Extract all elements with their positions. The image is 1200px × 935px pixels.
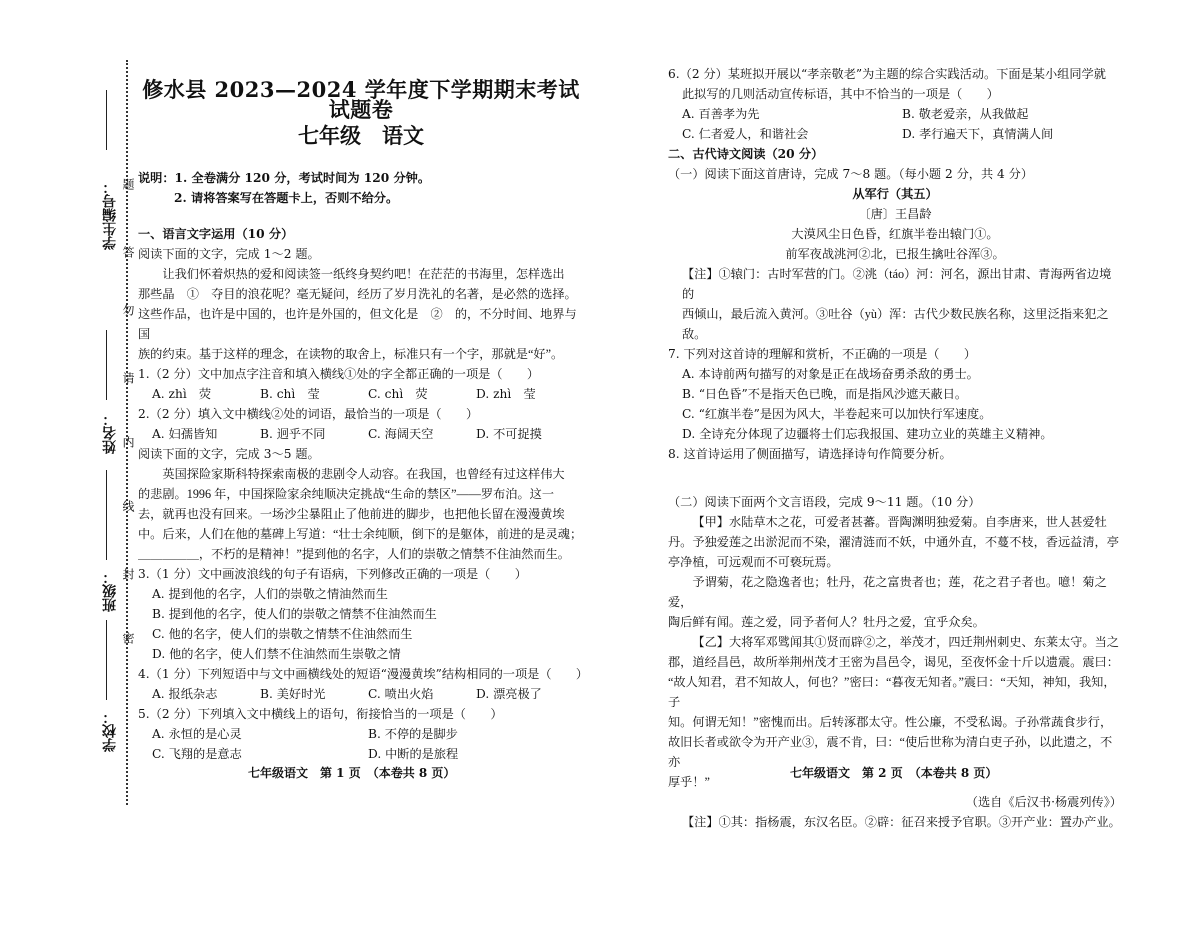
question-6: 6.（2 分）某班拟开展以“孝亲敬老”为主题的综合实践活动。下面是某小组同学就 [668,67,1106,81]
instruction-1: 说明：1. 全卷满分 120 分，考试时间为 120 分钟。 [138,171,431,185]
option: B. 美好时光 [260,687,326,701]
option: A. 报纸杂志 [152,687,218,701]
passage-line: 郡，道经昌邑，故所举荆州茂才王密为昌邑令，谒见，至夜怀金十斤以遗震。震曰： [668,655,1119,669]
underline [106,620,107,700]
poem-line: 大漠风尘日色昏，红旗半卷出辕门①。 [791,227,999,241]
poem-line: 前军夜战洮河②北，已报生擒吐谷浑③。 [785,247,1005,261]
student-id-label: 学生编号： [102,180,118,250]
source-citation: （选自《后汉书·杨震列传》） [965,795,1122,809]
option: D. 他的名字，使人们禁不住油然而生崇敬之情 [152,647,401,661]
passage-line: 去，就再也没有回来。一场沙尘暴阻止了他前进的脚步，也把他长留在漫漫黄埃 [138,507,565,521]
q5-options [138,724,584,764]
option: A. 本诗前两句描写的对象是正在战场奋勇杀敌的勇士。 [682,367,979,381]
seal-char: 答 [121,246,135,259]
option: C. 仁者爱人，和谐社会 [682,127,809,141]
exam-subtitle: 七年级 语文 [298,123,424,148]
section-heading: 二、古代诗文阅读（20 分） [668,147,824,161]
option: C. “红旗半卷”是因为风大，半卷起来可以加快行军速度。 [682,407,992,421]
fold-line [126,60,128,805]
passage-line: 知。何谓无知！”密愧而出。后转涿郡太守。性公廉，不受私谒。子孙常蔬食步行， [668,715,1113,729]
sub-section-heading: （二）阅读下面两个文言语段，完成 9～11 题。（10 分） [668,495,981,509]
page-footer: 七年级语文 第 2 页 （本卷共 8 页） [790,766,998,780]
annotation: 【注】①辕门：古时军营的门。②洮（táo）河：河名，源出甘肃、青海两省边境的 [682,267,1112,301]
q4-options [138,684,584,704]
q3-options [138,584,584,664]
option: D. 全诗充分体现了边疆将士们忘我报国、建功立业的英雄主义精神。 [682,427,1053,441]
option: B. 迥乎不同 [260,427,326,441]
answer-space [668,464,1122,492]
seal-char: 封 [121,568,135,581]
option: C. 飞翔的是意志 [152,747,242,761]
question-2: 2.（2 分）填入文中横线②处的词语，最恰当的一项是（ ） [138,407,479,421]
passage-line: 中。后来，人们在他的墓碑上写道：“壮士余纯顺，倒下的是躯体，前进的是灵魂； [138,527,583,541]
page-footer: 七年级语文 第 1 页 （本卷共 8 页） [248,766,456,780]
option: B. 提到他的名字，使人们的崇敬之情禁不住油然而生 [152,607,437,621]
q1-options [138,384,584,404]
option: B. 不停的是脚步 [368,727,458,741]
seal-char: 线 [121,500,135,513]
poem-author: 〔唐〕王昌龄 [858,207,932,221]
option: C. chì 荧 [368,387,428,401]
passage-line: 亭净植，可远观而不可亵玩焉。 [668,555,839,569]
question-3: 3.（1 分）文中画波浪线的句子有语病，下列修改正确的一项是（ ） [138,567,527,581]
option: A. 永恒的是心灵 [152,727,242,741]
q7-options [668,364,1122,444]
right-page [668,64,1122,832]
passage-line: 丹。予独爱莲之出淤泥而不染，濯清涟而不妖，中通外直，不蔓不枝，香远益清，亭 [668,535,1119,549]
option: D. 孝行遍天下，真情满人间 [902,127,1054,141]
question-4: 4.（1 分）下列短语中与文中画横线处的短语“漫漫黄埃”结构相同的一项是（ ） [138,667,589,681]
underline [106,90,107,150]
option: B. 敬老爱亲，从我做起 [902,107,1029,121]
left-page [138,70,589,764]
passage-line: 让我们怀着炽热的爱和阅读签一纸终身契约吧！在茫茫的书海里，怎样选出 [162,267,565,281]
passage-line: 厚乎！” [668,775,710,789]
reading-prompt: 阅读下面的文字，完成 3～5 题。 [138,447,320,461]
question-5: 5.（2 分）下列填入文中横线上的语句，衔接恰当的一项是（ ） [138,707,503,721]
option: B. chì 莹 [260,387,320,401]
passage-line: 故旧长者或欲令为开产业③，震不肯，曰：“使后世称为清白吏子孙，以此遗之，不亦 [668,735,1113,769]
underline [106,470,107,560]
passage-line: 那些晶 ① 夺目的浪花呢？毫无疑问，经历了岁月洗礼的名著，是必然的选择。 [138,287,577,301]
passage-line: “故人知君，君不知故人，何也？”密曰：“暮夜无知者。”震曰：“天知，神知，我知，子 [668,675,1116,709]
instruction-2: 2. 请将答案写在答题卡上，否则不给分。 [174,191,399,205]
option: B. “日色昏”不是指天色已晚，而是指风沙遮天蔽日。 [682,387,968,401]
seal-char: 勿 [121,304,135,317]
option: D. 不可捉摸 [476,427,542,441]
option: A. zhì 荧 [152,387,212,401]
option: D. 漂亮极了 [476,687,542,701]
seal-char: 请 [121,372,135,385]
binding-margin [92,60,142,800]
exam-title: 修水县 2023—2024 学年度下学期期末考试试题卷 [142,77,580,122]
sub-section-heading: （一）阅读下面这首唐诗，完成 7～8 题。（每小题 2 分，共 4 分） [668,167,1034,181]
option: A. 提到他的名字，人们的崇敬之情油然而生 [152,587,388,601]
question-7: 7. 下列对这首诗的理解和赏析，不正确的一项是（ ） [668,347,977,361]
q6-options [668,104,1122,144]
q2-options [138,424,584,444]
option: A. 百善孝为先 [682,107,760,121]
question-6-cont: 此拟写的几则活动宣传标语，其中不恰当的一项是（ ） [682,87,999,101]
passage-line: 【乙】大将军邓骘闻其①贤而辟②之，举茂才，四迁荆州刺史、东莱太守。当之 [692,635,1119,649]
passage-line: 英国探险家斯科特探索南极的悲剧令人动容。在我国，也曾经有过这样伟大 [162,467,565,481]
option: A. 妇孺皆知 [152,427,218,441]
school-label: 学校： [102,710,118,752]
annotation: 西倾山，最后流入黄河。③吐谷（yù）浑：古代少数民族名称，这里泛指来犯之敌。 [682,307,1109,341]
passage-line: 【甲】水陆草木之花，可爱者甚蕃。晋陶渊明独爱菊。自李唐来，世人甚爱牡 [692,515,1107,529]
seal-char: 内 [121,436,135,449]
passage-line: 陶后鲜有闻。莲之爱，同予者何人？牡丹之爱，宜乎众矣。 [668,615,985,629]
poem-title: 从军行（其五） [852,187,938,201]
seal-char: 题 [121,178,135,191]
reading-prompt: 阅读下面的文字，完成 1～2 题。 [138,247,320,261]
passage-line: 族的约束。基于这样的理念，在读物的取舍上，标准只有一个字，那就是“好”。 [138,347,564,361]
option: D. 中断的是旅程 [368,747,459,761]
name-label: 姓名： [102,412,118,454]
passage-line: 的悲剧。1996 年，中国探险家余纯顺决定挑战“生命的禁区”——罗布泊。这一 [138,487,555,501]
class-label: 班级： [102,570,118,612]
section-heading: 一、语言文字运用（10 分） [138,227,294,241]
underline [106,330,107,400]
passage-line: ＿＿＿＿＿，不朽的是精神！”提到他的名字，人们的崇敬之情禁不住油然而生。 [138,547,570,561]
question-8: 8. 这首诗运用了侧面描写，请选择诗句作简要分析。 [668,447,952,461]
option: C. 他的名字，使人们的崇敬之情禁不住油然而生 [152,627,413,641]
seal-char: 密 [121,632,135,645]
annotation: 【注】①其：指杨震，东汉名臣。②辟：征召来授予官职。③开产业：置办产业。 [682,815,1121,829]
passage-line: 予谓菊，花之隐逸者也；牡丹，花之富贵者也；莲，花之君子者也。噫！菊之爱， [668,575,1107,609]
passage-line: 这些作品，也许是中国的，也许是外国的，但文化是 ② 的，不分时间、地界与国 [138,307,577,341]
option: C. 海阔天空 [368,427,434,441]
question-1: 1.（2 分）文中加点字注音和填入横线①处的字全都正确的一项是（ ） [138,367,540,381]
option: C. 喷出火焰 [368,687,434,701]
option: D. zhì 莹 [476,387,536,401]
